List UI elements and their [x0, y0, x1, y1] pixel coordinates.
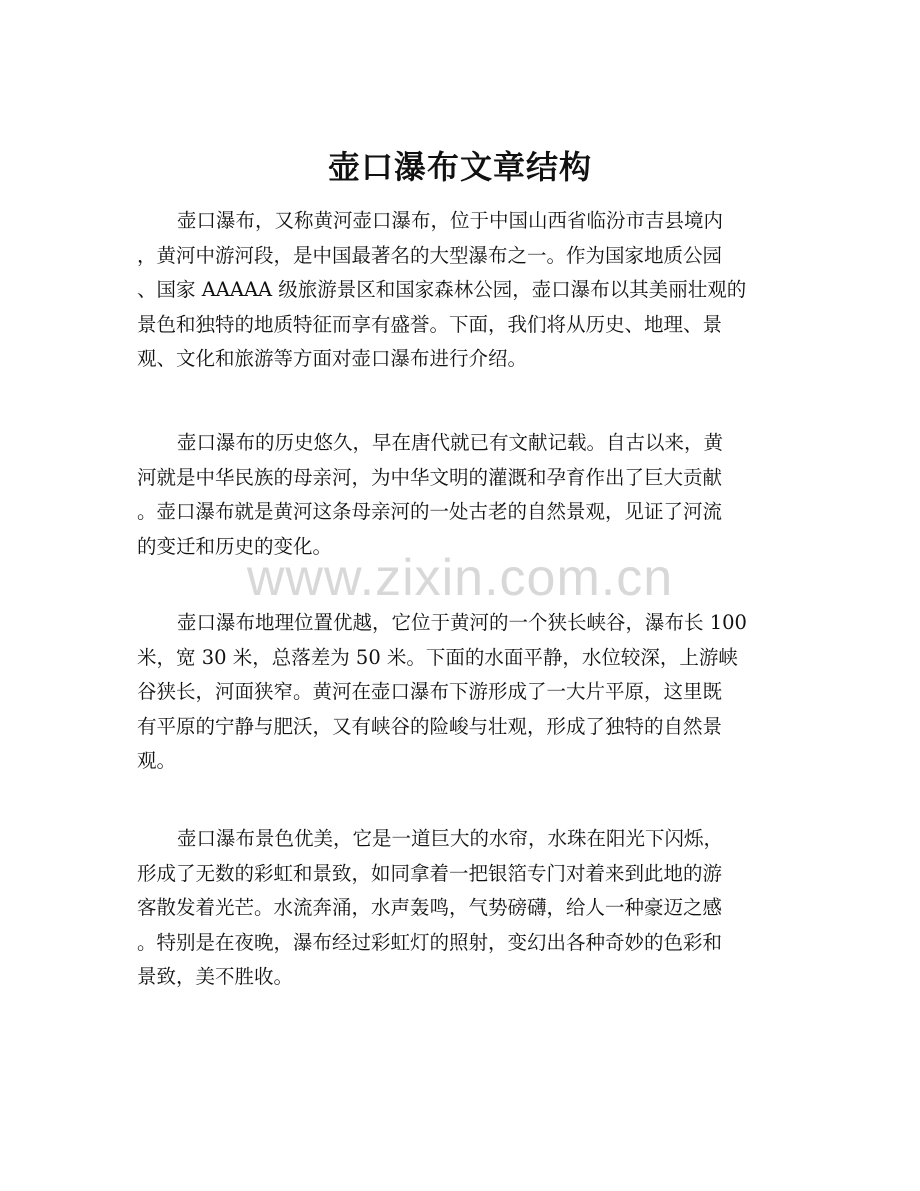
- paragraph-line: 的变迁和历史的变化。: [137, 534, 333, 558]
- paragraph-line: 米，宽 30 米，总落差为 50 米。下面的水面平静，水位较深，上游峡: [137, 645, 738, 669]
- paragraph-line: 观、文化和旅游等方面对壶口瀑布进行介绍。: [137, 347, 528, 370]
- paragraph-line: 观。: [137, 749, 177, 772]
- paragraph-line: 壶口瀑布的历史悠久，早在唐代就已有文献记载。自古以来，黄: [177, 431, 724, 454]
- paragraph-line: 。特别是在夜晚，瀑布经过彩虹灯的照射，变幻出各种奇妙的色彩和: [137, 930, 723, 954]
- paragraph-line: 谷狭长，河面狭窄。黄河在壶口瀑布下游形成了一大片平原，这里既: [137, 680, 723, 703]
- paragraph-line: 、国家 AAAAA 级旅游景区和国家森林公园，壶口瀑布以其美丽壮观的: [137, 278, 747, 301]
- paragraph-line: ，黄河中游河段，是中国最著名的大型瀑布之一。作为国家地质公园: [137, 243, 723, 267]
- paragraph-line: 壶口瀑布，又称黄河壶口瀑布，位于中国山西省临汾市吉县境内: [177, 209, 724, 232]
- paragraph-line: 河就是中华民族的母亲河，为中华文明的灌溉和孕育作出了巨大贡献: [137, 465, 723, 489]
- document-title: 壶口瀑布文章结构: [327, 148, 592, 186]
- paragraph-history: [137, 426, 785, 564]
- watermark-text: www.zixin.com.cn: [246, 549, 674, 607]
- paragraph-line: 。壶口瀑布就是黄河这条母亲河的一处古老的自然景观，见证了河流: [137, 500, 723, 523]
- paragraph-line: 景致，美不胜收。: [137, 965, 294, 988]
- paragraph-geography: [137, 606, 785, 779]
- paragraph-line: 壶口瀑布地理位置优越，它位于黄河的一个狭长峡谷，瀑布长 100: [177, 611, 747, 634]
- paragraph-line: 形成了无数的彩虹和景致，如同拿着一把银箔专门对着来到此地的游: [137, 861, 723, 885]
- paragraph-intro: [137, 204, 785, 377]
- paragraph-line: 景色和独特的地质特征而享有盛誉。下面，我们将从历史、地理、景: [137, 312, 723, 336]
- paragraph-scenery: [137, 822, 785, 995]
- paragraph-line: 有平原的宁静与肥沃，又有峡谷的险峻与壮观，形成了独特的自然景: [137, 714, 723, 738]
- paragraph-line: 壶口瀑布景色优美，它是一道巨大的水帘，水珠在阳光下闪烁，: [177, 827, 724, 850]
- paragraph-line: 客散发着光芒。水流奔涌，水声轰鸣，气势磅礴，给人一种豪迈之感: [137, 896, 723, 919]
